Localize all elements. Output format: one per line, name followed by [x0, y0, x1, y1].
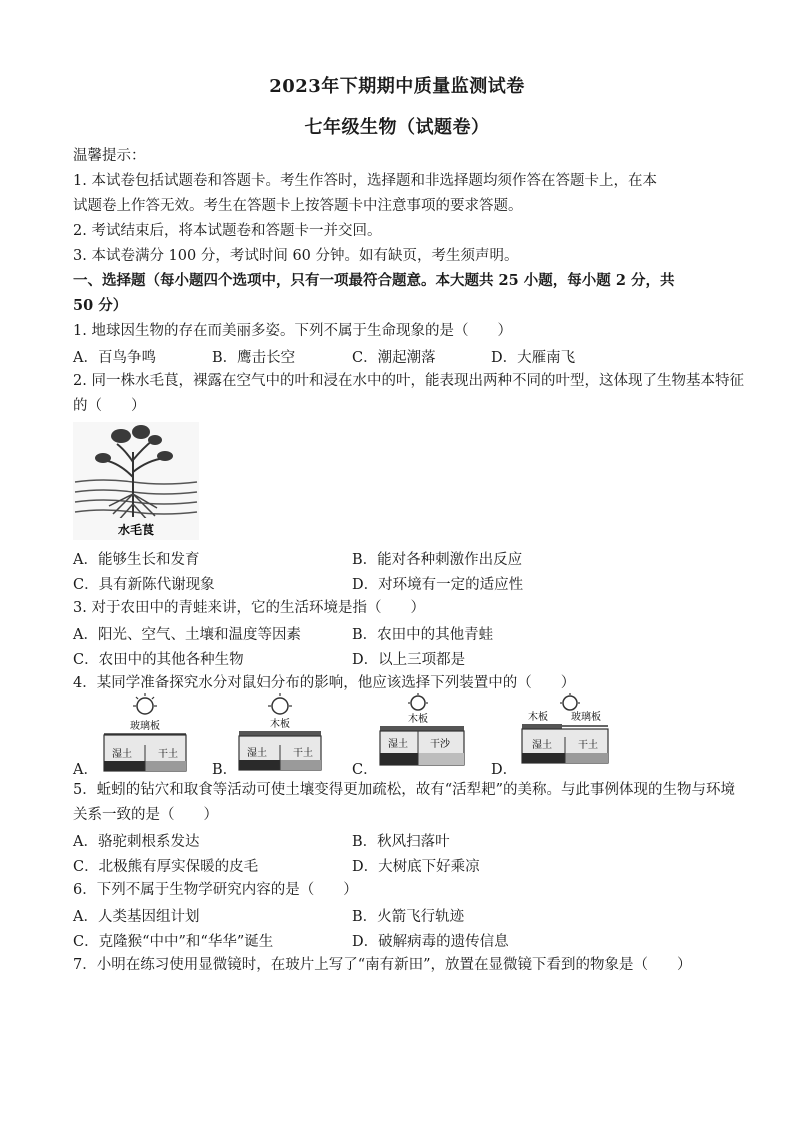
q1-option-c: C．潮起潮落: [352, 350, 436, 366]
apparatus-a-left-label: 湿土: [112, 749, 132, 760]
q5-option-d: D．大树底下好乘凉: [352, 859, 480, 875]
q5-stem-b: 关系一致的是（ ）: [73, 807, 218, 823]
apparatus-d-figure: [518, 693, 612, 773]
q5-stem-a: 5．蚯蚓的钻穴和取食等活动可使土壤变得更加疏松，故有“活犁耙”的美称。与此事例体现的生物与环境: [73, 782, 736, 798]
q2-stem-b: 的（ ）: [73, 398, 146, 414]
q5-option-b: B．秋风扫落叶: [352, 834, 450, 850]
section-heading-a: 一、选择题（每小题四个选项中，只有一项最符合题意。本大题共 25 小题，每小题 2 分，共: [73, 272, 675, 289]
notice-line-2: 2. 考试结束后，将本试题卷和答题卡一并交回。: [73, 223, 382, 239]
water-buttercup-label: 水毛茛: [117, 523, 155, 537]
section-heading-b: 50 分）: [73, 297, 128, 314]
q5-option-a: A．骆驼刺根系发达: [73, 834, 200, 850]
apparatus-c-figure: [376, 693, 468, 773]
q2-option-a: A．能够生长和发育: [73, 552, 200, 568]
q3-stem: 3. 对于农田中的青蛙来讲，它的生活环境是指（ ）: [73, 600, 425, 616]
q6-option-d: D．破解病毒的遗传信息: [352, 934, 509, 950]
q4-option-b: B．: [212, 762, 238, 778]
q6-option-a: A．人类基因组计划: [73, 909, 200, 925]
notice-heading: 温馨提示：: [73, 148, 146, 164]
apparatus-a-figure: [100, 693, 190, 777]
q2-option-d: D．对环境有一定的适应性: [352, 577, 524, 593]
apparatus-d-top-left-label: 木板: [528, 712, 548, 723]
apparatus-d-right-label: 干土: [578, 740, 598, 751]
q1-stem: 1. 地球因生物的存在而美丽多姿。下列不属于生命现象的是（ ）: [73, 323, 512, 339]
q6-stem: 6．下列不属于生物学研究内容的是（ ）: [73, 882, 358, 898]
q1-option-b: B．鹰击长空: [212, 350, 296, 366]
apparatus-b-figure: [235, 693, 325, 777]
q4-option-c: C．: [352, 762, 378, 778]
q7-stem: 7．小明在练习使用显微镜时，在玻片上写了“南有新田”，放置在显微镜下看到的物象是（ ）: [73, 957, 692, 973]
q3-option-c: C．农田中的其他各种生物: [73, 652, 244, 668]
q6-option-b: B．火箭飞行轨迹: [352, 909, 465, 925]
notice-line-3: 3. 本试卷满分 100 分，考试时间 60 分钟。如有缺页，考生须声明。: [73, 248, 519, 264]
apparatus-b-top-label: 木板: [270, 719, 290, 730]
apparatus-d-left-label: 湿土: [532, 740, 552, 751]
q4-option-a: A．: [73, 762, 98, 778]
apparatus-a-right-label: 干土: [158, 749, 178, 760]
exam-title: 2023年下期期中质量监测试卷: [269, 76, 525, 97]
q1-option-d: D．大雁南飞: [491, 350, 576, 366]
notice-line-1b: 试题卷上作答无效。考生在答题卡上按答题卡中注意事项的要求答题。: [73, 198, 523, 214]
q4-option-d: D．: [491, 762, 518, 778]
q3-option-b: B．农田中的其他青蛙: [352, 627, 494, 643]
q3-option-a: A．阳光、空气、土壤和温度等因素: [73, 627, 301, 643]
apparatus-d-top-right-label: 玻璃板: [571, 712, 601, 723]
apparatus-b-left-label: 湿土: [247, 748, 267, 759]
q1-option-a: A．百鸟争鸣: [73, 350, 156, 366]
q2-stem-a: 2. 同一株水毛茛，裸露在空气中的叶和浸在水中的叶，能表现出两种不同的叶型，这体现了生物基本特征: [73, 373, 744, 389]
apparatus-c-top-label: 木板: [408, 714, 428, 725]
q4-stem: 4．某同学准备探究水分对鼠妇分布的影响，他应该选择下列装置中的（ ）: [73, 675, 576, 691]
exam-subtitle: 七年级生物（试题卷）: [304, 117, 490, 138]
q2-option-c: C．具有新陈代谢现象: [73, 577, 215, 593]
water-buttercup-figure: [73, 422, 199, 540]
apparatus-c-left-label: 湿土: [388, 739, 408, 750]
q5-option-c: C．北极熊有厚实保暖的皮毛: [73, 859, 259, 875]
apparatus-b-right-label: 干土: [293, 748, 313, 759]
notice-line-1a: 1. 本试卷包括试题卷和答题卡。考生作答时，选择题和非选择题均须作答在答题卡上，在本: [73, 173, 657, 189]
q3-option-d: D．以上三项都是: [352, 652, 466, 668]
q2-option-b: B．能对各种刺激作出反应: [352, 552, 523, 568]
apparatus-c-right-label: 干沙: [430, 739, 450, 750]
apparatus-a-top-label: 玻璃板: [130, 721, 160, 732]
q6-option-c: C．克隆猴“中中”和“华华”诞生: [73, 934, 274, 950]
